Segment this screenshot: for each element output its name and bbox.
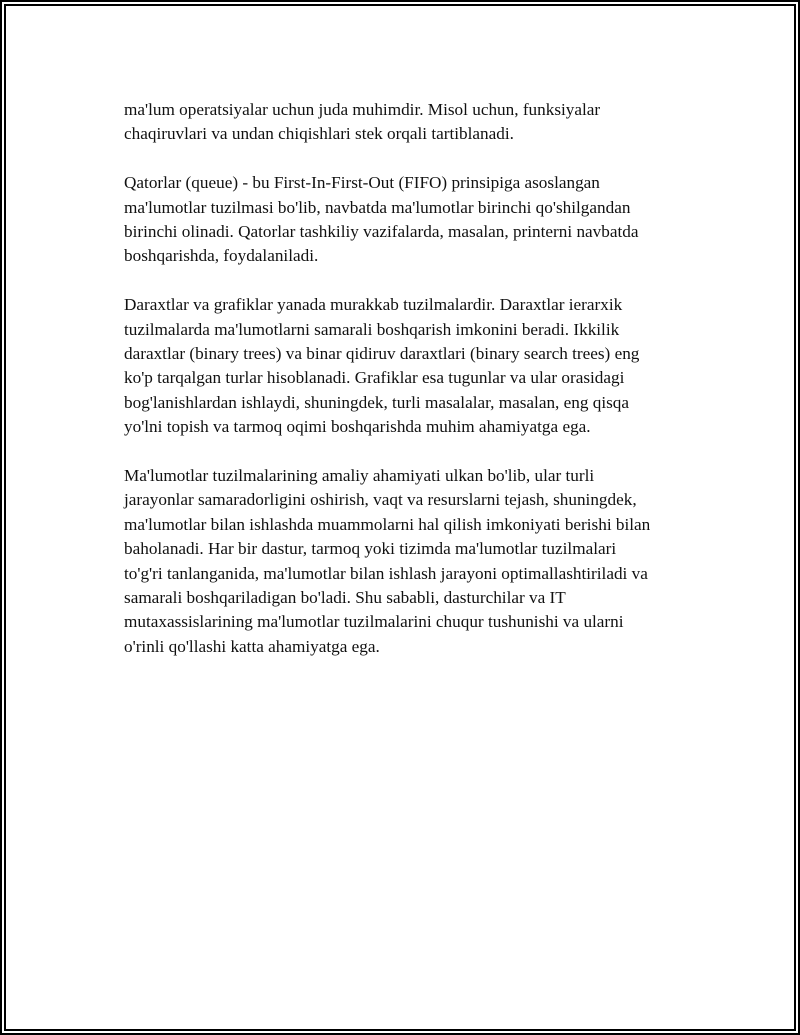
paragraph-line: ma'lumotlar bilan ishlashda muammolarni hal qilish imkoniyati berishi bilan <box>124 514 651 534</box>
paragraph-line: Daraxtlar va grafiklar yanada murakkab tuzilmalardir. Daraxtlar ierarxik <box>124 295 623 315</box>
paragraph-line: bog'lanishlardan ishlaydi, shuningdek, turli masalalar, masalan, eng qisqa <box>124 392 630 412</box>
paragraph-line: baholanadi. Har bir dastur, tarmoq yoki tizimda ma'lumotlar tuzilmalari <box>124 539 617 559</box>
paragraph-line: birinchi olinadi. Qatorlar tashkiliy vazifalarda, masalan, printerni navbatda <box>124 222 639 242</box>
paragraph-2 <box>124 171 694 269</box>
paragraph-line: yo'lni topish va tarmoq oqimi boshqarishda muhim ahamiyatga ega. <box>124 417 591 437</box>
paragraph-1 <box>124 98 694 147</box>
paragraph-line: o'rinli qo'llashi katta ahamiyatga ega. <box>124 636 380 656</box>
paragraph-line: ko'p tarqalgan turlar hisoblanadi. Grafiklar esa tugunlar va ular orasidagi <box>124 368 625 388</box>
paragraph-3 <box>124 293 694 439</box>
paragraph-line: mutaxassislarining ma'lumotlar tuzilmalarini chuqur tushunishi va ularni <box>124 612 624 632</box>
paragraph-line: chaqiruvlari va undan chiqishlari stek orqali tartiblanadi. <box>124 124 514 144</box>
paragraph-line: samarali boshqariladigan bo'ladi. Shu sababli, dasturchilar va IT <box>124 588 566 608</box>
paragraph-line: ma'lumotlar tuzilmasi bo'lib, navbatda ma'lumotlar birinchi qo'shilgandan <box>124 197 631 217</box>
paragraph-line: to'g'ri tanlanganida, ma'lumotlar bilan ishlash jarayoni optimallashtiriladi va <box>124 563 648 583</box>
paragraph-line: tuzilmalarda ma'lumotlarni samarali boshqarish imkonini beradi. Ikkilik <box>124 319 620 339</box>
paragraph-line: ma'lum operatsiyalar uchun juda muhimdir. Misol uchun, funksiyalar <box>124 100 601 119</box>
paragraph-line: jarayonlar samaradorligini oshirish, vaqt va resurslarni tejash, shuningdek, <box>124 490 637 510</box>
paragraph-line: Ma'lumotlar tuzilmalarining amaliy ahamiyati ulkan bo'lib, ular turli <box>124 466 595 486</box>
paragraph-line: boshqarishda, foydalaniladi. <box>124 246 319 266</box>
document-body <box>124 98 694 684</box>
paragraph-line: Qatorlar (queue) - bu First-In-First-Out (FIFO) prinsipiga asoslangan <box>124 173 600 193</box>
paragraph-4 <box>124 464 694 659</box>
paragraph-line: daraxtlar (binary trees) va binar qidiruv daraxtlari (binary search trees) eng <box>124 344 640 364</box>
